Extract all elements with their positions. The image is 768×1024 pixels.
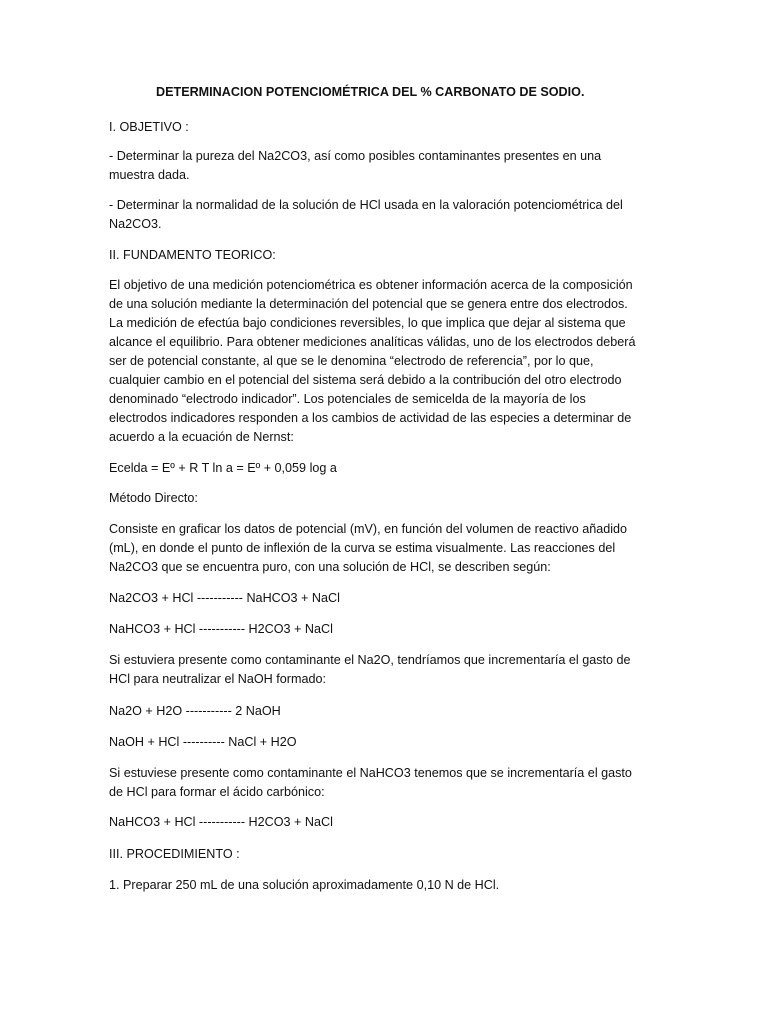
theory-line: acuerdo a la ecuación de Nernst:	[109, 430, 294, 444]
reaction-equation: NaHCO3 + HCl ----------- H2CO3 + NaCl	[109, 815, 333, 829]
direct-method-line: (mL), en donde el punto de inflexión de la curva se estima visualmente. Las reacciones del	[109, 541, 616, 555]
direct-method-line: Na2CO3 que se encuentra puro, con una solución de HCl, se describen según:	[109, 560, 551, 574]
na2o-paragraph-line: HCl para neutralizar el NaOH formado:	[109, 672, 326, 686]
reaction-equation: NaHCO3 + HCl ----------- H2CO3 + NaCl	[109, 622, 333, 636]
direct-method-line: Consiste en graficar los datos de potencial (mV), en función del volumen de reactivo añadido	[109, 522, 628, 536]
objective-heading: I. OBJETIVO :	[109, 120, 189, 134]
objective-2-line-2: Na2CO3.	[109, 217, 162, 231]
theory-line: ser de potencial constante, al que se le denomina “electrodo de referencia”, por lo que,	[109, 354, 594, 368]
objective-2-line-1: - Determinar la normalidad de la solución de HCl usada en la valoración potenciométrica del	[109, 198, 623, 212]
theory-line: de una solución mediante la determinación del potencial que se genera entre dos electrodos.	[109, 297, 628, 311]
objective-1-line-2: muestra dada.	[109, 168, 190, 182]
document-title: DETERMINACION POTENCIOMÉTRICA DEL % CARBONATO DE SODIO.	[156, 85, 585, 99]
reaction-equation: NaOH + HCl ---------- NaCl + H2O	[109, 735, 297, 749]
na2o-paragraph-line: Si estuviera presente como contaminante el Na2O, tendríamos que incrementaría el gasto de	[109, 653, 631, 667]
nernst-equation: Ecelda = Eº + R T ln a = Eº + 0,059 log a	[109, 461, 337, 475]
reaction-equation: Na2O + H2O ----------- 2 NaOH	[109, 704, 281, 718]
theory-line: alcance el equilibrio. Para obtener mediciones analíticas válidas, uno de los electrodos deberá	[109, 335, 636, 349]
procedure-heading: III. PROCEDIMIENTO :	[109, 847, 240, 861]
theory-line: cualquier cambio en el potencial del sistema será debido a la contribución del otro electrodo	[109, 373, 622, 387]
theory-heading: II. FUNDAMENTO TEORICO:	[109, 248, 276, 262]
objective-1-line-1: - Determinar la pureza del Na2CO3, así como posibles contaminantes presentes en una	[109, 149, 602, 163]
theory-line: El objetivo de una medición potenciométrica es obtener información acerca de la composición	[109, 278, 633, 292]
theory-line: electrodos indicadores responden a los cambios de actividad de las especies a determinar de	[109, 411, 632, 425]
nahco3-paragraph-line: Si estuviese presente como contaminante el NaHCO3 tenemos que se incrementaría el gasto	[109, 766, 632, 780]
theory-line: La medición de efectúa bajo condiciones reversibles, lo que implica que dejar al sistema que	[109, 316, 626, 330]
theory-line: denominado “electrodo indicador”. Los potenciales de semicelda de la mayoría de los	[109, 392, 586, 406]
direct-method-heading: Método Directo:	[109, 491, 198, 505]
reaction-equation: Na2CO3 + HCl ----------- NaHCO3 + NaCl	[109, 591, 340, 605]
nahco3-paragraph-line: de HCl para formar el ácido carbónico:	[109, 785, 325, 799]
procedure-step: 1. Preparar 250 mL de una solución aproximadamente 0,10 N de HCl.	[109, 878, 500, 892]
